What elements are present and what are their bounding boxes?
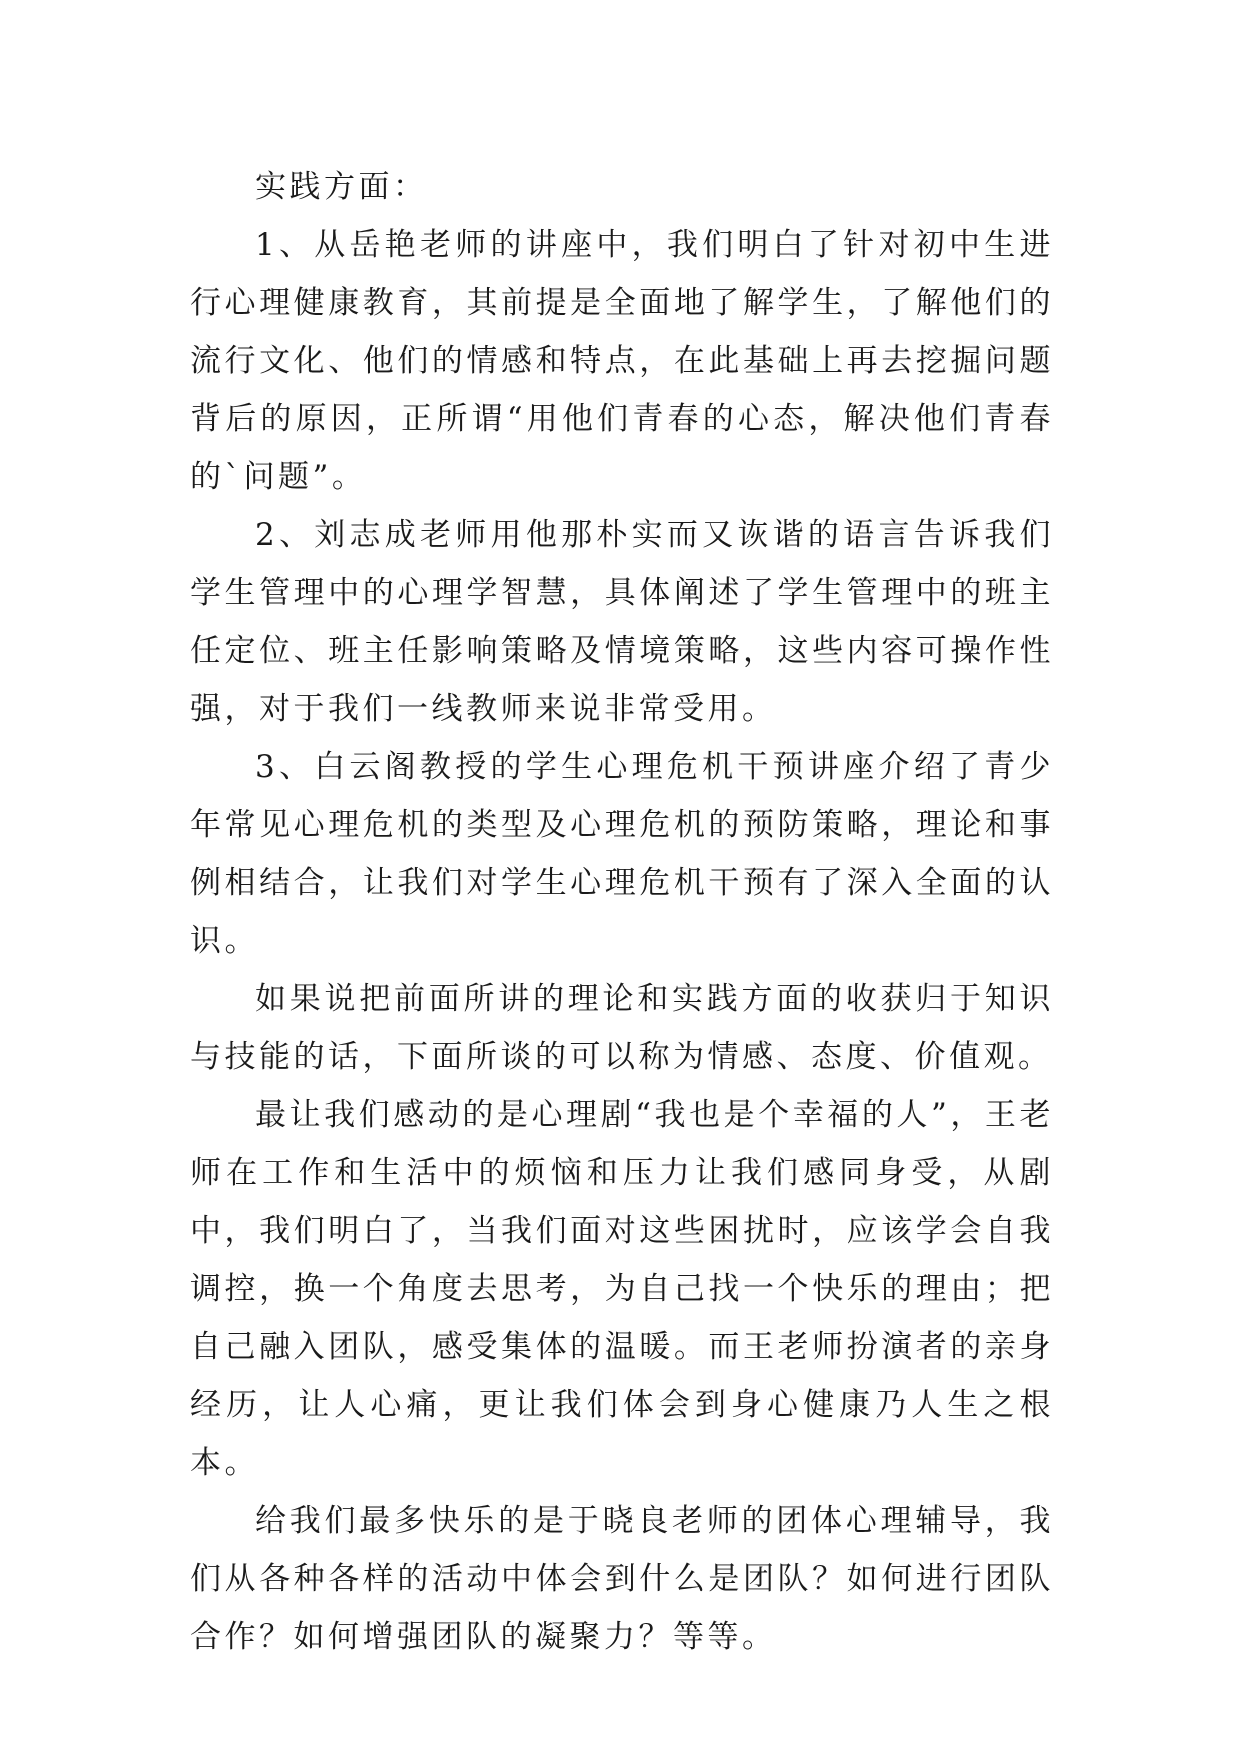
paragraph-item-2: 2、刘志成老师用他那朴实而又诙谐的语言告诉我们学生管理中的心理学智慧，具体阐述了学生管理中的班主任定位、班主任影响策略及情境策略，这些内容可操作性强，对于我们一线教师来说非常受用。 — [190, 517, 1054, 727]
paragraph-transition: 如果说把前面所讲的理论和实践方面的收获归于知识与技能的话，下面所谈的可以称为情感、态度、价值观。 — [190, 981, 1054, 1075]
paragraph-item-3: 3、白云阁教授的学生心理危机干预讲座介绍了青少年常见心理危机的类型及心理危机的预防策略，理论和事例相结合，让我们对学生心理危机干预有了深入全面的认识。 — [190, 749, 1054, 959]
paragraph-psychodrama: 最让我们感动的是心理剧“我也是个幸福的人”，王老师在工作和生活中的烦恼和压力让我们感同身受，从剧中，我们明白了，当我们面对这些困扰时，应该学会自我调控，换一个角度去思考，为自己找一个快乐的理由；把自己融入团队，感受集体的温暖。而王老师扮演者的亲身经历，让人心痛，更让我们体会到身心健康乃人生之根本。 — [190, 1097, 1054, 1481]
document-body — [190, 158, 1054, 1666]
paragraph-practice-heading: 实践方面： — [255, 169, 428, 205]
paragraph-group-counseling: 给我们最多快乐的是于晓良老师的团体心理辅导，我们从各种各样的活动中体会到什么是团队？如何进行团队合作？如何增强团队的凝聚力？等等。 — [190, 1503, 1054, 1655]
paragraph-item-1: 1、从岳艳老师的讲座中，我们明白了针对初中生进行心理健康教育，其前提是全面地了解学生，了解他们的流行文化、他们的情感和特点，在此基础上再去挖掘问题背后的原因，正所谓“用他们青春的心态，解决他们青春的`问题”。 — [190, 227, 1054, 495]
